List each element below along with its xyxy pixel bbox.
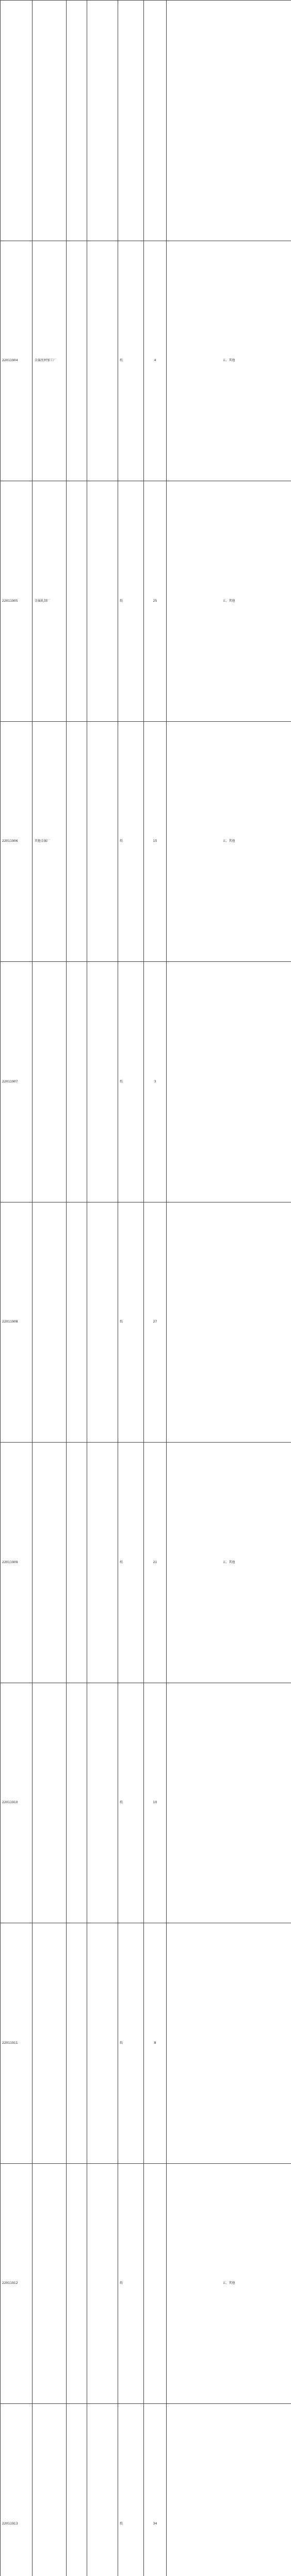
table-cell — [33, 1443, 67, 1683]
table-row — [1, 1923, 291, 2164]
document-table-body — [1, 1, 291, 2576]
table-cell — [144, 1, 167, 241]
table-cell — [33, 962, 67, 1202]
table-cell: 纸 — [118, 962, 144, 1202]
table-cell — [167, 1683, 291, 1923]
table-cell: 五、其他 — [167, 1443, 291, 1683]
table-cell: 纸 — [118, 1683, 144, 1923]
table-cell — [67, 1923, 87, 2164]
table-cell — [67, 2404, 87, 2576]
table-cell — [87, 481, 118, 722]
table-cell — [33, 2163, 67, 2404]
table-row — [1, 962, 291, 1202]
table-cell — [87, 1202, 118, 1443]
table-cell — [67, 2163, 87, 2404]
table-cell: 五、其他 — [167, 721, 291, 962]
table-cell — [33, 2404, 67, 2576]
table-row — [1, 2404, 291, 2576]
table-cell — [87, 1683, 118, 1923]
table-cell: 纸 — [118, 1202, 144, 1443]
table-row — [1, 481, 291, 722]
table-cell: 22011912 — [1, 2163, 33, 2404]
table-cell — [87, 241, 118, 481]
table-row — [1, 1443, 291, 1683]
table-cell: 3 — [144, 962, 167, 1202]
table-cell — [33, 1202, 67, 1443]
table-cell — [67, 481, 87, 722]
table-row — [1, 721, 291, 962]
table-cell: 22011905 — [1, 481, 33, 722]
table-cell: 22011910 — [1, 1683, 33, 1923]
table-cell: 纸 — [118, 2163, 144, 2404]
table-cell — [67, 721, 87, 962]
table-cell — [67, 1683, 87, 1923]
table-cell: 22011911 — [1, 1923, 33, 2164]
table-cell: 10 — [144, 1683, 167, 1923]
table-cell — [33, 1, 67, 241]
table-cell: 22011908 — [1, 1202, 33, 1443]
table-cell: 15 — [144, 721, 167, 962]
table-cell: 纸 — [118, 2404, 144, 2576]
table-cell — [67, 241, 87, 481]
table-cell: 8 — [144, 1923, 167, 2164]
table-cell: 22011907 — [1, 962, 33, 1202]
table-cell: 纸 — [118, 1443, 144, 1683]
table-row — [1, 241, 291, 481]
table-cell: 21 — [144, 1443, 167, 1683]
table-cell — [167, 1, 291, 241]
table-cell — [33, 1683, 67, 1923]
table-cell — [87, 1443, 118, 1683]
table-row — [1, 1202, 291, 1443]
table-cell — [167, 2404, 291, 2576]
table-row — [1, 1, 291, 241]
table-cell: 纸 — [118, 241, 144, 481]
table-cell: 25 — [144, 481, 167, 722]
table-cell: 金属丝材加工厂 — [33, 241, 67, 481]
table-cell — [87, 2404, 118, 2576]
table-cell: 金属轧制厂 — [33, 481, 67, 722]
table-cell: 27 — [144, 1202, 167, 1443]
table-cell: 五、其他 — [167, 481, 291, 722]
table-cell — [67, 962, 87, 1202]
table-cell: 纸 — [118, 1923, 144, 2164]
table-cell — [33, 1923, 67, 2164]
table-cell — [118, 1, 144, 241]
table-cell — [1, 1, 33, 241]
table-cell — [87, 1, 118, 241]
table-cell — [87, 962, 118, 1202]
table-cell: 22011913 — [1, 2404, 33, 2576]
table-cell: 五、其他 — [167, 241, 291, 481]
table-row — [1, 2163, 291, 2404]
table-cell: 纸 — [118, 721, 144, 962]
table-cell — [87, 1923, 118, 2164]
table-cell — [167, 1923, 291, 2164]
table-cell — [144, 2163, 167, 2404]
table-cell — [67, 1, 87, 241]
table-cell: 其他金属厂 — [33, 721, 67, 962]
table-cell: 34 — [144, 2404, 167, 2576]
table-cell — [67, 1202, 87, 1443]
table-cell — [167, 1202, 291, 1443]
table-cell — [87, 721, 118, 962]
table-cell: 22011909 — [1, 1443, 33, 1683]
table-cell: 纸 — [118, 481, 144, 722]
table-cell: 五、其他 — [167, 2163, 291, 2404]
table-cell: 22011904 — [1, 241, 33, 481]
table-cell: 4 — [144, 241, 167, 481]
table-cell — [67, 1443, 87, 1683]
table-row — [1, 1683, 291, 1923]
table-cell: 22011906 — [1, 721, 33, 962]
table-cell — [87, 2163, 118, 2404]
table-cell — [167, 962, 291, 1202]
